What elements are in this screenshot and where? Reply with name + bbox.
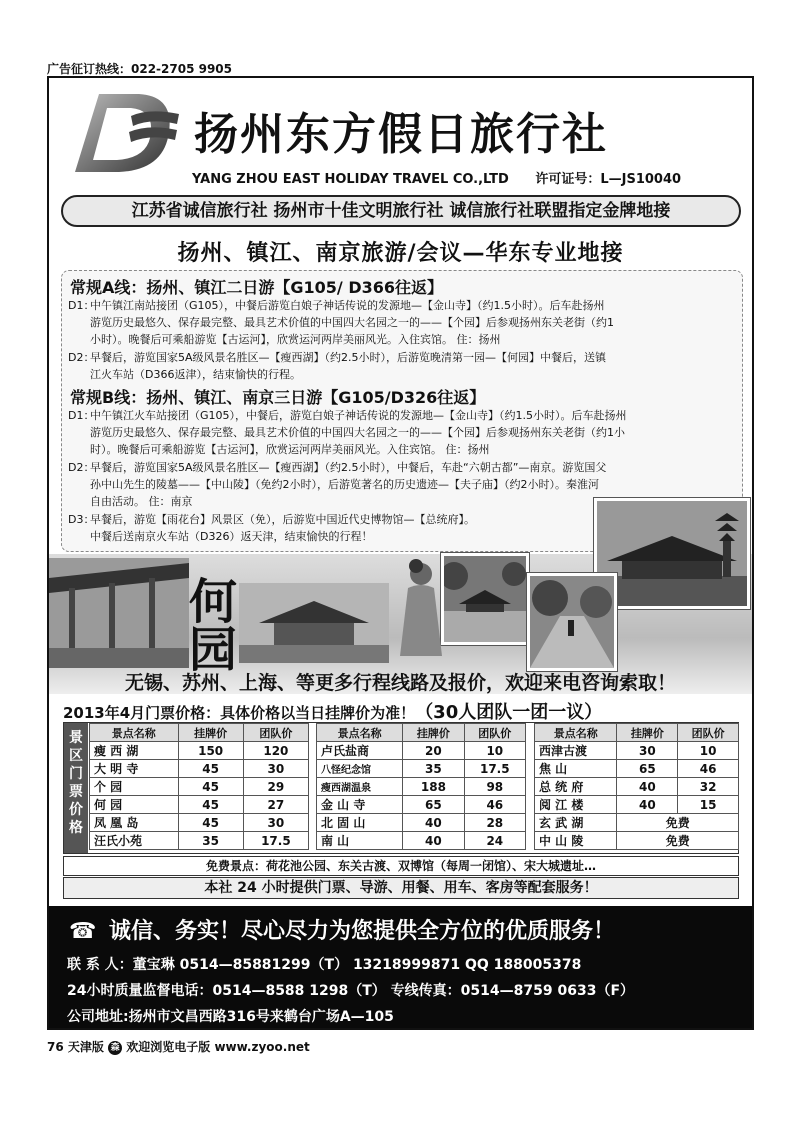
license-number: 许可证号：L—JS10040 (535, 172, 682, 187)
price-table-col1 (89, 723, 309, 850)
route-a-day1 (68, 297, 614, 348)
table-row: 八怪纪念馆 35 17.5 (317, 760, 526, 778)
price-table-col3 (534, 723, 739, 850)
table-row: 焦 山 65 46 (535, 760, 739, 778)
price-title-group: （30人团队一团一议） (415, 702, 603, 723)
free-spots: 免费景点：荷花池公园、东关古渡、双博馆（每周一闭馆）、宋大城遗址… (63, 856, 739, 876)
heyuan-calligraphy: 何园 (189, 574, 238, 678)
table-header-row (535, 724, 739, 742)
day-text: 中午镇江火车站接团（G105），中餐后，游览白娘子神话传说的发源地—【金山寺】（约1.5小时）。后车赴扬州 (90, 409, 627, 422)
day-text: 自由活动。 住：南京 (90, 495, 193, 508)
contact-block (49, 906, 752, 1028)
day-label: D1： (68, 299, 95, 312)
day-text: 江火车站（D366返津），结束愉快的行程。 (90, 368, 301, 381)
price-table-col2 (316, 723, 526, 850)
column-header: 团队价 (243, 724, 308, 742)
day-text: 中餐后送南京火车站（D326）返天津，结束愉快的行程！ (90, 530, 373, 543)
column-header: 景点名称 (317, 724, 403, 742)
price-side-label: 景区门票价格 (64, 723, 88, 853)
page-footer (47, 1038, 310, 1055)
table-row: 何 园 45 27 (90, 796, 309, 814)
route-b-day3 (68, 511, 475, 545)
contact-person: 联 系 人：董宝琳 0514—85881299（T） 13218999871 QQ 188005378 (67, 957, 582, 973)
table-row: 南 山 40 24 (317, 832, 526, 850)
route-a-day2 (68, 349, 606, 383)
lake-pavilion-photo (441, 553, 529, 645)
ticket-price-table (63, 722, 739, 854)
day-text: 早餐后，游览国家5A级风景名胜区—【瘦西湖】（约2.5小时），中餐后，车赴“六朝古都”—南京。游览国父 (90, 461, 607, 474)
company-name-cn: 扬州东方假日旅行社 (194, 109, 608, 160)
slogan (69, 914, 615, 945)
pagoda-photo (594, 498, 750, 609)
column-header: 挂牌价 (617, 724, 678, 742)
table-row: 北 固 山 40 28 (317, 814, 526, 832)
day-label: D2： (68, 351, 95, 364)
table-row: 西津古渡 30 10 (535, 742, 739, 760)
table-header-row (90, 724, 309, 742)
company-name-en (192, 168, 681, 187)
table-row: 个 园 45 29 (90, 778, 309, 796)
day-label: D1： (68, 409, 95, 422)
lady-figure-photo (394, 556, 449, 656)
company-address: 公司地址:扬州市文昌西路316号来鹤台广场A—105 (67, 1009, 394, 1025)
company-name-en-text: YANG ZHOU EAST HOLIDAY TRAVEL CO.,LTD (192, 172, 509, 187)
table-row: 大 明 寺 45 30 (90, 760, 309, 778)
table-row: 阅 江 楼 40 15 (535, 796, 739, 814)
advertisement-panel (47, 76, 754, 1030)
day-text: 早餐后，游览【雨花台】风景区（免），后游览中国近代史博物馆—【总统府】。 (90, 513, 475, 526)
service-line: 本社 24 小时提供门票、导游、用餐、用车、客房等配套服务！ (63, 877, 739, 899)
table-row: 中 山 陵 免费 (535, 832, 739, 850)
ad-hotline: 广告征订热线：022-2705 9905 (47, 62, 233, 76)
column-header: 景点名称 (535, 724, 617, 742)
day-text: 孙中山先生的陵墓——【中山陵】（免约2小时），后游览著名的历史遗迹—【夫子庙】（约2小时）。秦淮河 (90, 478, 599, 491)
route-b-title: 常规B线：扬州、镇江、南京三日游【G105/D326往返】 (70, 388, 486, 407)
day-text: 游览历史最悠久、保存最完整、最具艺术价值的中国四大名园之一的——【个园】后参观扬州东关老街（约1 (90, 316, 614, 329)
price-title-text: 2013年4月门票价格：具体价格以当日挂牌价为准！ (63, 704, 416, 722)
table-row: 玄 武 湖 免费 (535, 814, 739, 832)
quality-hotline: 24小时质量监督电话：0514—8588 1298（T） 专线传真：0514—8759 0633（F） (67, 983, 635, 999)
promo-line: 无锡、苏州、上海、等更多行程线路及报价，欢迎来电咨询索取！ (124, 672, 676, 694)
garden-path-photo (527, 573, 617, 671)
route-a-title: 常规A线：扬州、镇江二日游【G105/ D366往返】 (70, 278, 444, 297)
region-title: 扬州、镇江、南京旅游/会议—华东专业地接 (177, 241, 624, 266)
day-text: 游览历史最悠久、保存最完整、最具艺术价值的中国四大名园之一的——【个园】后参观扬州东关老街（约1小 (90, 426, 625, 439)
table-row: 金 山 寺 65 46 (317, 796, 526, 814)
telephone-icon: ☎ (69, 919, 97, 944)
route-b-day2 (68, 459, 606, 510)
honors-bar: 江苏省诚信旅行社 扬州市十佳文明旅行社 诚信旅行社联盟指定金牌地接 (61, 195, 741, 227)
page-number: 76 天津版 (47, 1040, 104, 1054)
day-text: 中午镇江南站接团（G105），中餐后游览白娘子神话传说的发源地—【金山寺】（约1.5小时）。后车赴扬州 (90, 299, 605, 312)
company-logo (69, 88, 184, 176)
route-b-day1 (68, 407, 627, 458)
table-row: 凤 凰 岛 45 30 (90, 814, 309, 832)
column-header: 团队价 (464, 724, 525, 742)
brand-badge-icon: 森 (108, 1041, 122, 1055)
table-row: 卢氏盐商 20 10 (317, 742, 526, 760)
table-row: 汪氏小苑 35 17.5 (90, 832, 309, 850)
column-header: 挂牌价 (178, 724, 243, 742)
corridor-photo (49, 558, 189, 668)
day-label: D3： (68, 513, 95, 526)
slogan-text: 诚信、务实！尽心尽力为您提供全方位的优质服务！ (109, 919, 616, 944)
column-header: 团队价 (678, 724, 739, 742)
day-text: 小时）。晚餐后可乘船游览【古运河】，欣赏运河两岸美丽风光。入住宾馆。 住：扬州 (90, 333, 501, 346)
day-label: D2： (68, 461, 95, 474)
table-row: 总 统 府 40 32 (535, 778, 739, 796)
heyuan-pavilion-photo (239, 583, 389, 663)
day-text: 早餐后，游览国家5A级风景名胜区—【瘦西湖】（约2.5小时），后游览晚清第一园—【何园】中餐后，送镇 (90, 351, 607, 364)
column-header: 景点名称 (90, 724, 179, 742)
table-row: 瘦西湖温泉 188 98 (317, 778, 526, 796)
day-text: 时）。晚餐后可乘船游览【古运河】，欣赏运河两岸美丽风光。入住宾馆。 住：扬州 (90, 443, 490, 456)
price-title (63, 698, 602, 724)
table-header-row (317, 724, 526, 742)
footer-text: 欢迎浏览电子版 www.zyoo.net (126, 1040, 310, 1054)
table-row: 瘦 西 湖 150 120 (90, 742, 309, 760)
column-header: 挂牌价 (403, 724, 464, 742)
